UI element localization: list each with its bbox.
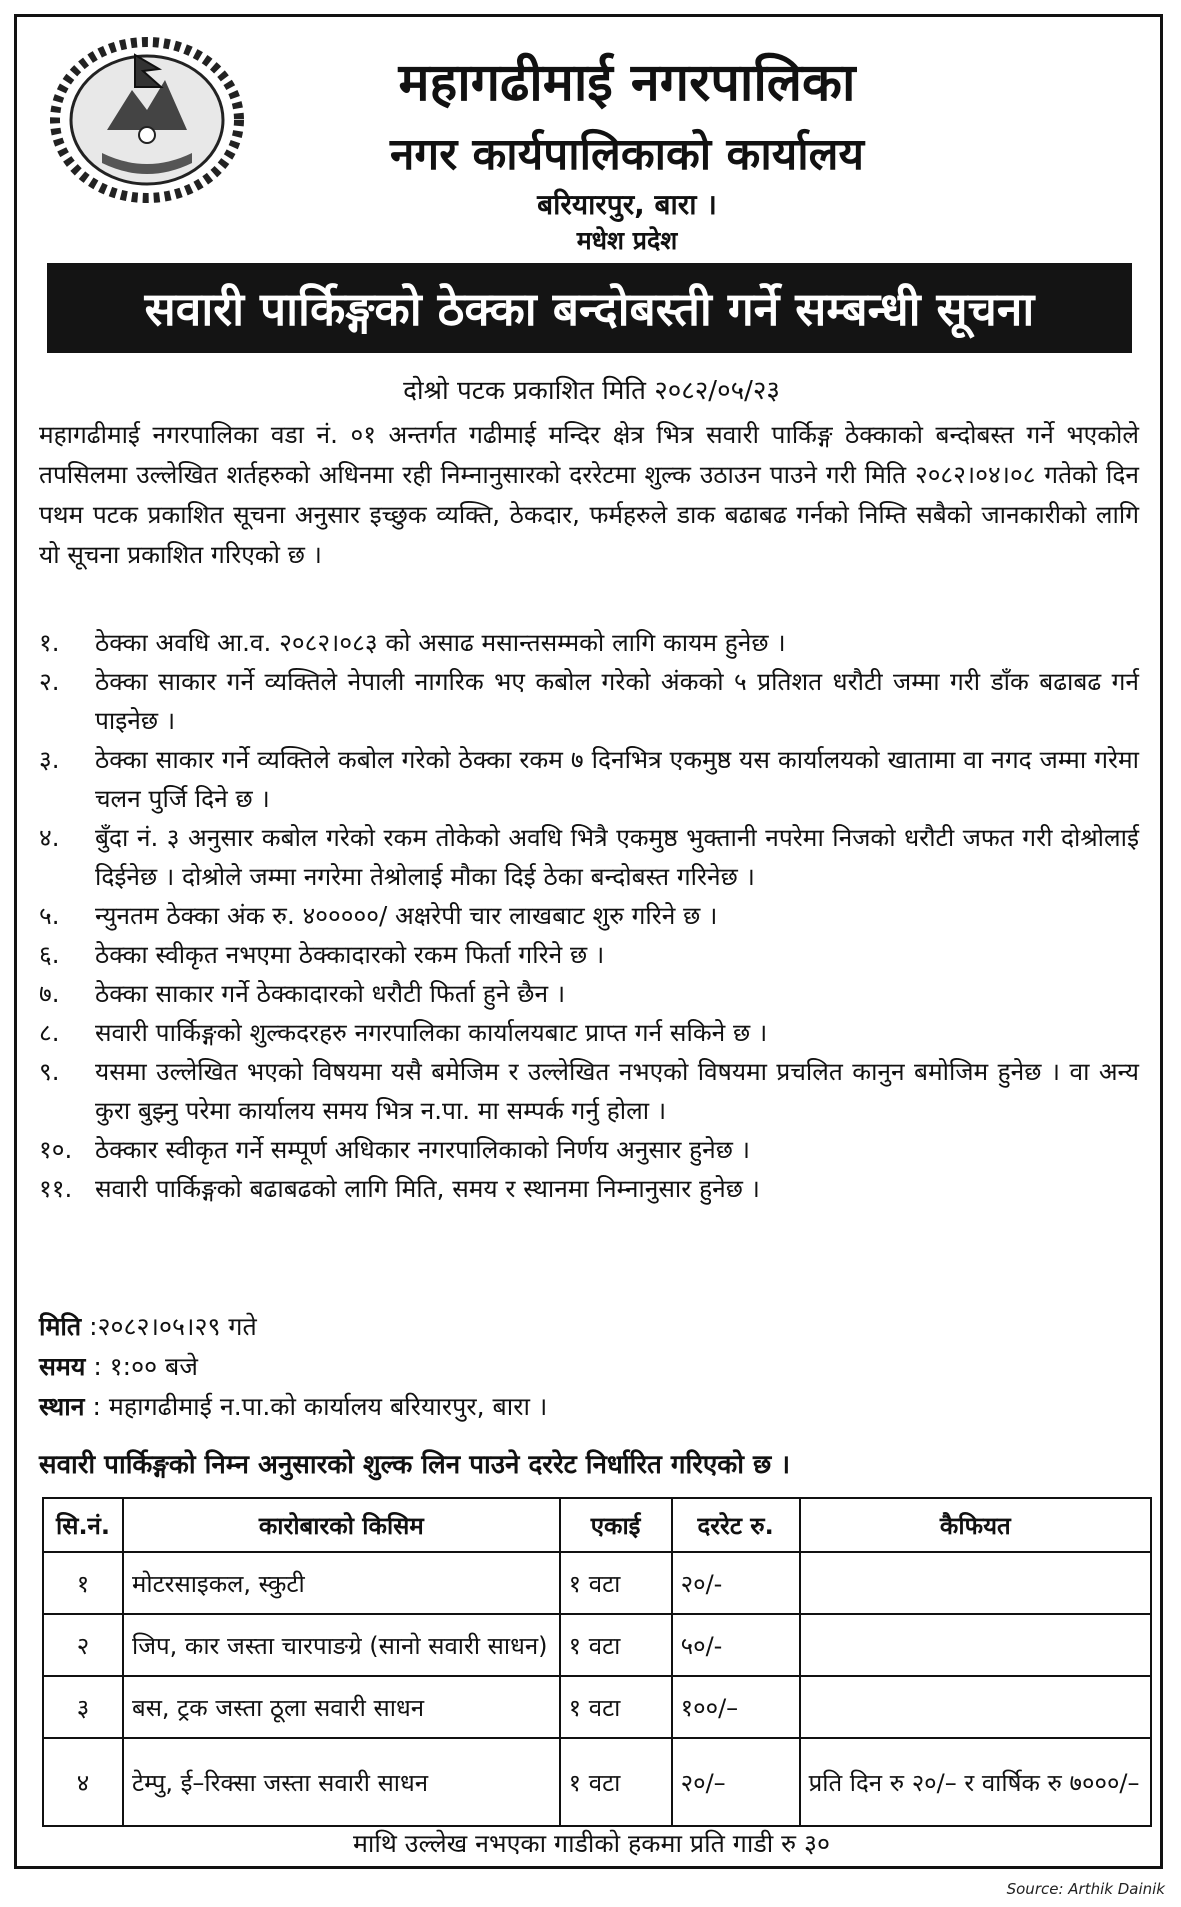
cell-remarks: प्रति दिन रु २०/– र वार्षिक रु ७०००/– [800, 1738, 1151, 1826]
org-name: महागढीमाई नगरपालिका [398, 53, 856, 113]
cell-remarks [800, 1614, 1151, 1676]
cell-sn: १ [43, 1552, 123, 1614]
cell-sn: ३ [43, 1676, 123, 1738]
cell-type: बस, ट्रक जस्ता ठूला सवारी साधन [123, 1676, 560, 1738]
col-header-sn: सि.नं. [43, 1498, 123, 1552]
source-credit: Source: Arthik Dainik [1006, 1880, 1165, 1898]
table-row [43, 1614, 1151, 1676]
condition-text: यसमा उल्लेखित भएको विषयमा यसै बमेजिम र उल्लेखित नभएको विषयमा प्रचलित कानुन बमोजिम हुनेछ । वा अन्य कुरा बुझ्नु परेमा कार्यालय समय भित्र न.पा. मा सम्पर्क गर्नु होला । [95, 1057, 1139, 1125]
date-label: मिति [39, 1312, 82, 1341]
fee-table-header [43, 1498, 1151, 1552]
col-header-rate: दररेट रु. [672, 1498, 800, 1552]
condition-item [39, 1130, 1139, 1169]
condition-item [39, 740, 1139, 818]
cell-unit: १ वटा [560, 1614, 672, 1676]
col-header-unit: एकाई [560, 1498, 672, 1552]
footnote: माथि उल्लेख नभएका गाडीको हकमा प्रति गाडी रु ३० [352, 1829, 831, 1858]
cell-rate: ५०/- [672, 1614, 800, 1676]
date-value: :२०८२।०५।२९ गते [89, 1312, 257, 1341]
condition-number: २. [39, 667, 60, 696]
condition-item [39, 896, 1139, 935]
col-header-type: कारोबारको किसिम [123, 1498, 560, 1552]
condition-item [39, 1052, 1139, 1130]
condition-number: १०. [39, 1135, 73, 1164]
cell-type: जिप, कार जस्ता चारपाङग्रे (सानो सवारी साधन) [123, 1614, 560, 1676]
condition-number: ११. [39, 1174, 73, 1203]
cell-rate: १००/– [672, 1676, 800, 1738]
province-name: मधेश प्रदेश [576, 226, 678, 255]
condition-text: ठेक्कार स्वीकृत गर्ने सम्पूर्ण अधिकार नगरपालिकाको निर्णय अनुसार हुनेछ । [95, 1135, 750, 1164]
condition-text: सवारी पार्किङ्गको बढाबढको लागि मिति, समय र स्थानमा निम्नानुसार हुनेछ । [95, 1174, 760, 1203]
office-name: नगर कार्यपालिकाको कार्यालय [390, 129, 864, 180]
schedule-place [39, 1387, 1139, 1427]
cell-rate: २०/– [672, 1738, 800, 1826]
condition-text: ठेक्का साकार गर्ने व्यक्तिले कबोल गरेको ठेक्का रकम ७ दिनभित्र एकमुष्ठ यस कार्यालयको खातामा वा नगद जम्मा गरेमा चलन पुर्जि दिने छ । [95, 745, 1139, 813]
condition-number: ४. [39, 823, 60, 852]
fee-table [42, 1497, 1152, 1827]
condition-number: ७. [39, 979, 60, 1008]
notice-page [14, 14, 1163, 1869]
condition-number: १. [39, 628, 60, 657]
conditions-list [39, 623, 1139, 1208]
cell-unit: १ वटा [560, 1552, 672, 1614]
condition-item [39, 818, 1139, 896]
condition-text: ठेक्का साकार गर्ने ठेक्कादारको धरौटी फिर्ता हुने छैन । [95, 979, 566, 1008]
schedule-date [39, 1307, 1139, 1347]
cell-remarks [800, 1552, 1151, 1614]
condition-text: सवारी पार्किङ्गको शुल्कदरहरु नगरपालिका कार्यालयबाट प्राप्त गर्न सकिने छ । [95, 1018, 768, 1047]
condition-text: ठेक्का साकार गर्ने व्यक्तिले नेपाली नागरिक भए कबोल गरेको अंकको ५ प्रतिशत धरौटी जम्मा गरी डाँक बढाबढ गर्न पाइनेछ । [95, 667, 1139, 735]
condition-text: ठेक्का अवधि आ.व. २०८२।०८३ को असाढ मसान्तसम्मको लागि कायम हुनेछ । [95, 628, 786, 657]
condition-number: ९. [39, 1057, 60, 1086]
cell-unit: १ वटा [560, 1738, 672, 1826]
auction-schedule [39, 1307, 1139, 1427]
publish-date: दोश्रो पटक प्रकाशित मिति २०८२/०५/२३ [403, 376, 780, 406]
condition-number: ५. [39, 901, 60, 930]
cell-remarks [800, 1676, 1151, 1738]
condition-item [39, 1013, 1139, 1052]
condition-item [39, 662, 1139, 740]
col-header-remarks: कैफियत [800, 1498, 1151, 1552]
condition-number: ८. [39, 1018, 60, 1047]
time-label: समय [39, 1352, 86, 1381]
fee-note: सवारी पार्किङ्गको निम्न अनुसारको शुल्क लिन पाउने दररेट निर्धारित गरिएको छ । [39, 1450, 791, 1480]
condition-number: ६. [39, 940, 60, 969]
cell-type: मोटरसाइकल, स्कुटी [123, 1552, 560, 1614]
table-row [43, 1676, 1151, 1738]
government-emblem-icon [47, 35, 247, 205]
condition-text: न्युनतम ठेक्का अंक रु. ४०००००/ अक्षरेपी चार लाखबाट शुरु गरिने छ । [95, 901, 718, 930]
place-value: : महागढीमाई न.पा.को कार्यालय बरियारपुर, बारा । [92, 1392, 548, 1421]
cell-type: टेम्पु, ई–रिक्सा जस्ता सवारी साधन [123, 1738, 560, 1826]
table-row [43, 1552, 1151, 1614]
cell-rate: २०/- [672, 1552, 800, 1614]
cell-sn: ४ [43, 1738, 123, 1826]
condition-item [39, 935, 1139, 974]
condition-item [39, 1169, 1139, 1208]
notice-title-banner: सवारी पार्किङ्गको ठेक्का बन्दोबस्ती गर्ने सम्बन्धी सूचना [47, 263, 1132, 353]
place-label: स्थान [39, 1392, 85, 1421]
cell-sn: २ [43, 1614, 123, 1676]
office-address: बरियारपुर, बारा । [537, 188, 717, 221]
table-row [43, 1738, 1151, 1826]
condition-item [39, 974, 1139, 1013]
condition-number: ३. [39, 745, 60, 774]
condition-item [39, 623, 1139, 662]
intro-paragraph: महागढीमाई नगरपालिका वडा नं. ०१ अन्तर्गत गढीमाई मन्दिर क्षेत्र भित्र सवारी पार्किङ्ग ठेक्काको बन्दोबस्त गर्ने भएकोले तपसिलमा उल्लेखित शर्तहरुको अधिनमा रही निम्नानुसारको दररेटमा शुल्क उठाउन पाउने गरी मिति २०८२।०४।०८ गतेको दिन पथम पटक प्रकाशित सूचना अनुसार इच्छुक व्यक्ति, ठेकदार, फर्महरुले डाक बढाबढ गर्नको निम्ति सबैको जानकारीको लागि यो सूचना प्रकाशित गरिएको छ । [39, 420, 1139, 569]
time-value: : १:०० बजे [93, 1352, 198, 1381]
cell-unit: १ वटा [560, 1676, 672, 1738]
schedule-time [39, 1347, 1139, 1387]
condition-text: बुँदा नं. ३ अनुसार कबोल गरेको रकम तोकेको अवधि भित्रै एकमुष्ठ भुक्तानी नपरेमा निजको धरौटी जफत गरी दोश्रोलाई दिईनेछ । दोश्रोले जम्मा नगरेमा तेश्रोलाई मौका दिई ठेका बन्दोबस्त गरिनेछ । [95, 823, 1139, 891]
condition-text: ठेक्का स्वीकृत नभएमा ठेक्कादारको रकम फिर्ता गरिने छ । [95, 940, 605, 969]
